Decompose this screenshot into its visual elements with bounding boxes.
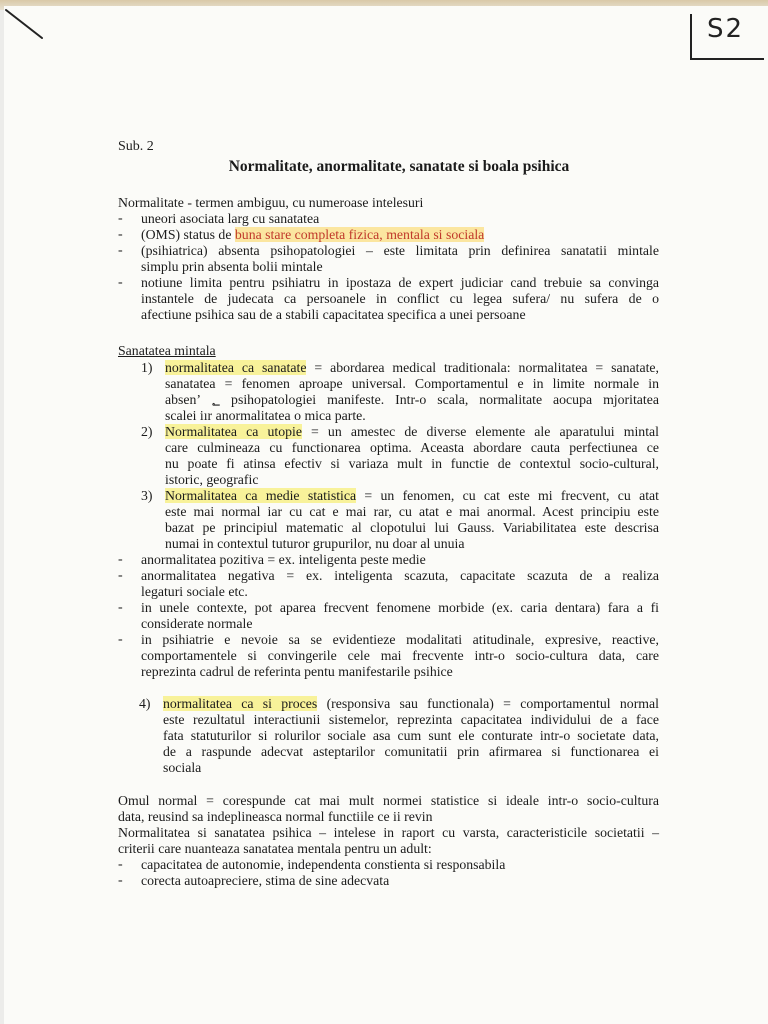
list-item: (psihiatrica) absenta psihopatologiei – este limitata prin definirea sanatatii mintale	[141, 243, 659, 258]
list-item: notiune limita pentru psihiatru in ipostaza de expert judiciar cand trebuie sa convinga	[141, 275, 659, 290]
highlighted-term: normalitatea ca si proces	[163, 696, 318, 711]
numbered-item	[165, 424, 659, 440]
list-item: corecta autoapreciere, stima de sine adecvata	[141, 873, 390, 888]
bullet-dash: -	[118, 243, 123, 258]
highlighted-term: normalitatea ca sanatate	[165, 360, 307, 375]
numbered-item-continuation: sociala	[163, 760, 202, 775]
numbered-item-continuation: este rezultatul interactiunii sistemelor, reprezinta capacitatea individului de a face	[163, 712, 659, 727]
list-item-continuation: instantele de judecata ca persoanele in conflict cu legea sufera/ nu sufera de o	[141, 291, 659, 306]
numbered-item-continuation: bazat pe principiul matematic al clopotului lui Gauss. Variabilitatea este descrisa	[165, 520, 659, 535]
item-text: (responsiva sau functionala) = comportamentul normal	[317, 696, 659, 711]
list-item-text: (OMS) status de	[141, 227, 235, 242]
list-item-continuation: reprezinta cadrul de referinta pentu manifestarile psihice	[141, 664, 453, 679]
subject-number: Sub. 2	[118, 139, 154, 154]
pen-stroke-mark	[2, 6, 50, 42]
numbered-item-continuation: absenʼ ؂ psihopatologiei manifeste. Intr-o scala, normalitate aocupa mjoritatea	[165, 392, 659, 407]
numbered-item-continuation: care culmineaza cu functionarea optima. Aceasta abordare cauta perfectiunea ce	[165, 440, 659, 455]
numbered-item	[165, 488, 659, 504]
paragraph-line: Normalitatea si sanatatea psihica – intelese in raport cu varsta, caracteristicile societatii –	[118, 825, 659, 840]
list-item	[141, 227, 484, 243]
highlighted-phrase: buna stare completa fizica, mentala si sociala	[234, 227, 485, 242]
list-item-continuation: legaturi sociale etc.	[141, 584, 248, 599]
list-item: anormalitatea negativa = ex. inteligenta scazuta, capacitate scazuta de a realiza	[141, 568, 659, 583]
list-item: uneori asociata larg cu sanatatea	[141, 211, 320, 226]
numbered-item-continuation: este mai normal iar cu cat e mai rar, cu atat e mai anormal. Acest principiu este	[165, 504, 659, 519]
highlighted-term: Normalitatea ca medie statistica	[165, 488, 357, 503]
numbered-item-continuation: istoric, geografic	[165, 472, 259, 487]
bullet-dash: -	[118, 873, 123, 888]
bullet-dash: -	[118, 632, 123, 647]
highlighted-term: Normalitatea ca utopie	[165, 424, 302, 439]
list-item-continuation: simplu prin absenta bolii mintale	[141, 259, 323, 274]
item-text: = un fenomen, cu cat este mi frecvent, cu atat	[356, 488, 659, 503]
bullet-dash: -	[118, 275, 123, 290]
item-number: 1)	[141, 360, 153, 375]
bullet-dash: -	[118, 568, 123, 583]
numbered-item-continuation: sanatatea = fenomen aproape universal. Comportamentul e in limite normale in	[165, 376, 659, 391]
numbered-item-continuation: numai in contextul tuturor grupurilor, nu doar al unuia	[165, 536, 465, 551]
item-number: 2)	[141, 424, 153, 439]
paragraph-line: data, reusind sa indeplineasca normal functiile ce ii revin	[118, 809, 433, 824]
numbered-item	[163, 696, 659, 712]
paragraph-line: Omul normal = corespunde cat mai mult normei statistice si ideale intr-o socio-cultura	[118, 793, 659, 808]
item-number: 3)	[141, 488, 153, 503]
definition-intro: Normalitate - termen ambiguu, cu numeroase intelesuri	[118, 195, 424, 210]
item-text: = abordarea medical traditionala: normalitatea = sanatate,	[306, 360, 659, 375]
numbered-item-continuation: nu poate fi atinsa efectiv si variaza mult in functie de contextul socio-cultural,	[165, 456, 659, 471]
section-heading: Sanatatea mintala	[118, 343, 216, 358]
numbered-item	[165, 360, 659, 376]
numbered-item-continuation: scalei iır anormalitatea o mica parte.	[165, 408, 366, 423]
bullet-dash: -	[118, 211, 123, 226]
list-item: anormalitatea pozitiva = ex. inteligenta peste medie	[141, 552, 426, 567]
bullet-dash: -	[118, 227, 123, 242]
list-item: in unele contexte, pot aparea frecvent fenomene morbide (ex. caria dentara) fara a fi	[141, 600, 659, 615]
list-item: capacitatea de autonomie, independenta constienta si responsabila	[141, 857, 506, 872]
item-text: = un amestec de diverse elemente ale aparatului mintal	[301, 424, 659, 439]
handwritten-label: S2	[707, 14, 745, 44]
page-title: Normalitate, anormalitate, sanatate si boala psihica	[228, 158, 570, 175]
numbered-item-continuation: de a raspunde adecvat asteptarilor comunitatii prin afirmarea si functionarea ei	[163, 744, 659, 759]
paragraph-line: criterii care nuanteaza sanatatea mentala pentru un adult:	[118, 841, 432, 856]
list-item-continuation: comportamentele si convingerile cele mai frecvente intr-o socio-cultura data, care	[141, 648, 659, 663]
numbered-item-continuation: fata statuturilor si rolurilor sociale asa cum sunt ele conturate intr-o societate data,	[163, 728, 659, 743]
list-item-continuation: considerate normale	[141, 616, 253, 631]
list-item: in psihiatrie e nevoie sa se evidentieze modalitati atitudinale, expresive, reactive,	[141, 632, 659, 647]
list-item-continuation: afectiune psihica sau de a stabili capacitatea specifica a unei persoane	[141, 307, 526, 322]
bullet-dash: -	[118, 600, 123, 615]
bullet-dash: -	[118, 552, 123, 567]
bullet-dash: -	[118, 857, 123, 872]
item-number: 4)	[139, 696, 151, 711]
